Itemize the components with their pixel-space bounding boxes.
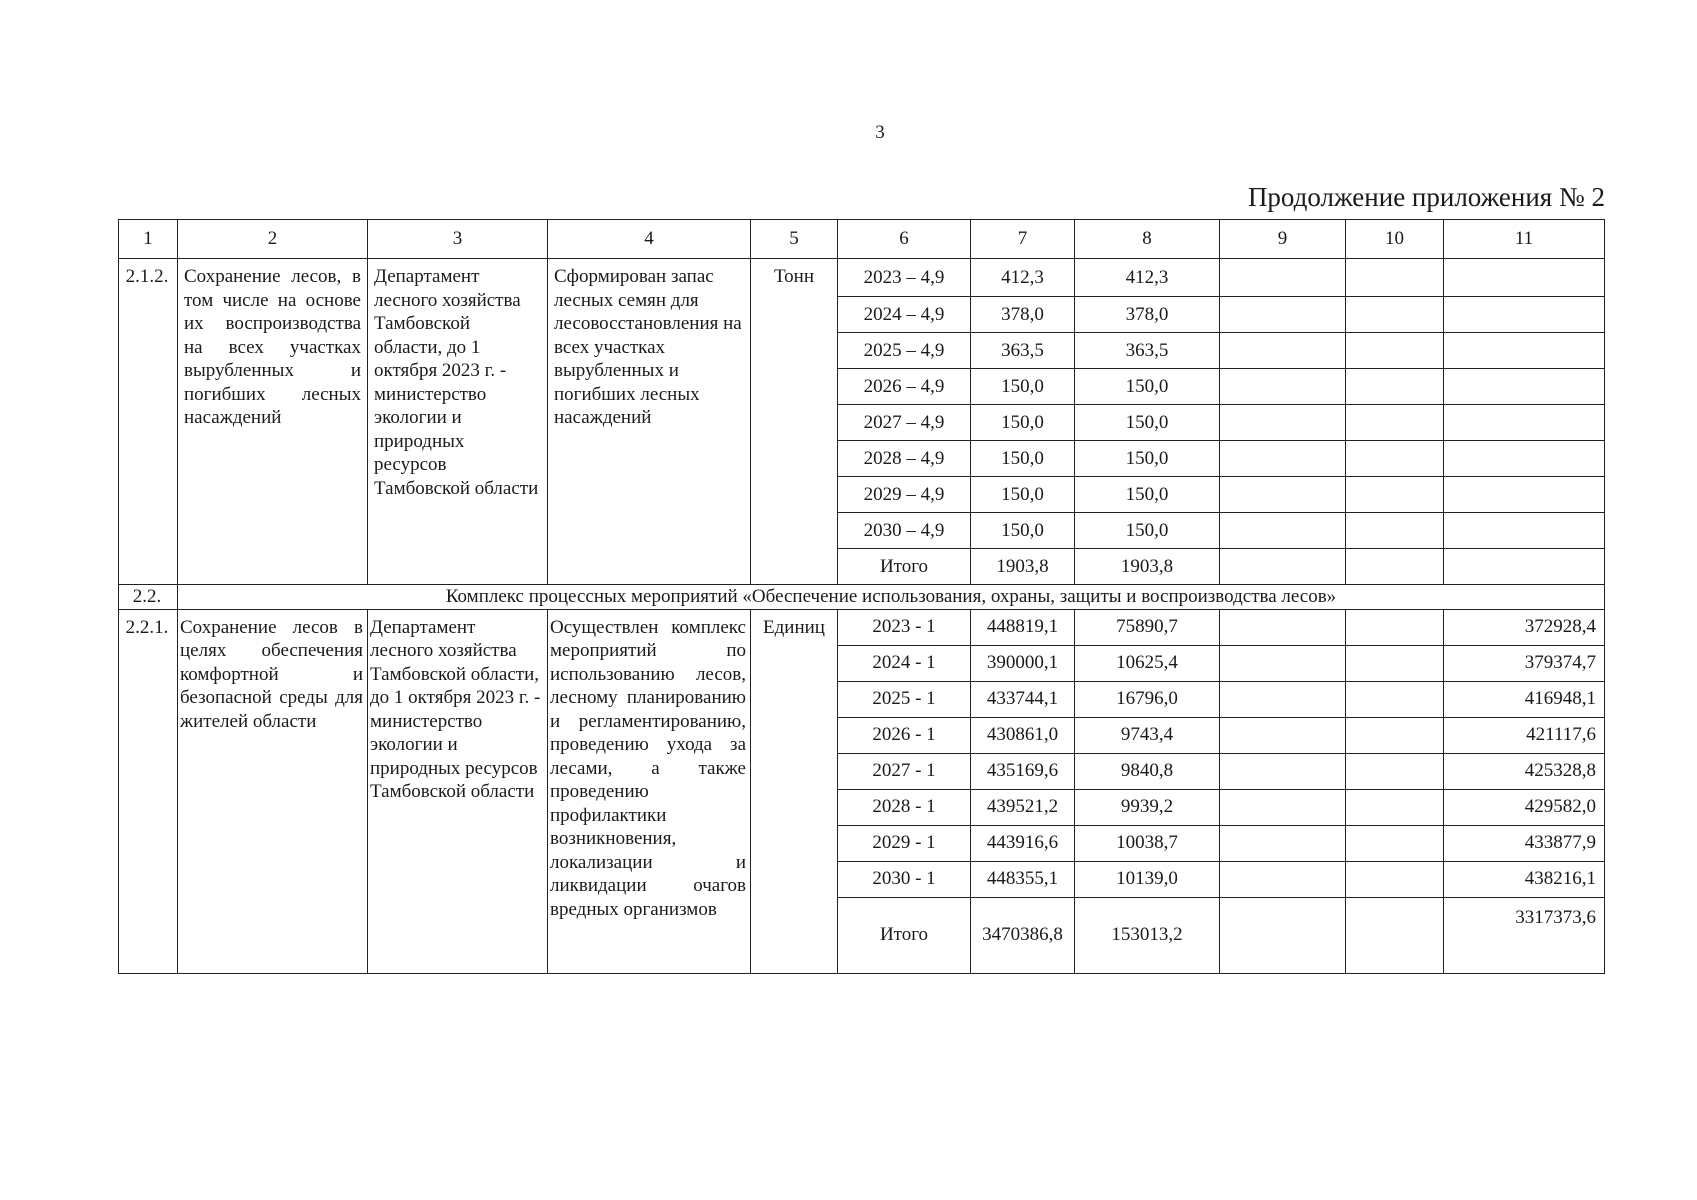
section-row xyxy=(119,585,1605,610)
col11-value xyxy=(1444,477,1605,513)
col9-value xyxy=(1220,477,1346,513)
col7-value: 363,5 xyxy=(971,333,1075,369)
col10-value xyxy=(1346,861,1444,897)
col10-value xyxy=(1346,369,1444,405)
item-unit: Единиц xyxy=(751,609,838,973)
item-number: 2.1.2. xyxy=(119,259,178,585)
col8-value: 150,0 xyxy=(1075,405,1220,441)
year-value: 2025 - 1 xyxy=(838,681,971,717)
header-cell: 6 xyxy=(838,220,971,259)
col8-value: 75890,7 xyxy=(1075,609,1220,645)
col9-value xyxy=(1220,897,1346,973)
col9-value xyxy=(1220,861,1346,897)
col9-value xyxy=(1220,259,1346,297)
col7-value: 390000,1 xyxy=(971,645,1075,681)
col11-value: 421117,6 xyxy=(1444,717,1605,753)
item-name: Сохранение лесов в целях обеспечения комфортной и безопасной среды для жителей области xyxy=(178,609,368,973)
total-label: Итого xyxy=(838,549,971,585)
section-number: 2.2. xyxy=(119,585,178,610)
appendix-title: Продолжение приложения № 2 xyxy=(1247,182,1605,212)
year-value: 2029 - 1 xyxy=(838,825,971,861)
col7-value: 448819,1 xyxy=(971,609,1075,645)
col7-value: 433744,1 xyxy=(971,681,1075,717)
col10-value xyxy=(1346,753,1444,789)
col8-value: 1903,8 xyxy=(1075,549,1220,585)
col8-value: 363,5 xyxy=(1075,333,1220,369)
col9-value xyxy=(1220,333,1346,369)
section-title: Комплекс процессных мероприятий «Обеспечение использования, охраны, защиты и воспроизводства лесов» xyxy=(178,585,1605,610)
item-responsible: Департамент лесного хозяйства Тамбовской области, до 1 октября 2023 г. - министерство экологии и природных ресурсов Тамбовской области xyxy=(368,259,548,585)
col10-value xyxy=(1346,717,1444,753)
col7-value: 412,3 xyxy=(971,259,1075,297)
col10-value xyxy=(1346,297,1444,333)
col7-value: 150,0 xyxy=(971,441,1075,477)
col7-value: 443916,6 xyxy=(971,825,1075,861)
header-row xyxy=(119,220,1605,259)
col9-value xyxy=(1220,717,1346,753)
col7-value: 1903,8 xyxy=(971,549,1075,585)
year-value: 2027 - 1 xyxy=(838,753,971,789)
year-value: 2029 – 4,9 xyxy=(838,477,971,513)
col7-value: 378,0 xyxy=(971,297,1075,333)
col7-value: 150,0 xyxy=(971,513,1075,549)
year-value: 2026 – 4,9 xyxy=(838,369,971,405)
col9-value xyxy=(1220,681,1346,717)
col9-value xyxy=(1220,753,1346,789)
col8-value: 10625,4 xyxy=(1075,645,1220,681)
col11-value xyxy=(1444,549,1605,585)
col8-value: 153013,2 xyxy=(1075,897,1220,973)
col8-value: 9743,4 xyxy=(1075,717,1220,753)
col10-value xyxy=(1346,441,1444,477)
col8-value: 150,0 xyxy=(1075,513,1220,549)
col10-value xyxy=(1346,789,1444,825)
col11-value xyxy=(1444,405,1605,441)
page-number: 3 xyxy=(875,122,885,143)
year-value: 2024 - 1 xyxy=(838,645,971,681)
year-value: 2025 – 4,9 xyxy=(838,333,971,369)
col7-value: 150,0 xyxy=(971,405,1075,441)
col10-value xyxy=(1346,333,1444,369)
col9-value xyxy=(1220,549,1346,585)
col11-value: 433877,9 xyxy=(1444,825,1605,861)
col8-value: 150,0 xyxy=(1075,441,1220,477)
col10-value xyxy=(1346,897,1444,973)
col11-value: 429582,0 xyxy=(1444,789,1605,825)
year-value: 2023 – 4,9 xyxy=(838,259,971,297)
col8-value: 10038,7 xyxy=(1075,825,1220,861)
col9-value xyxy=(1220,645,1346,681)
item-name: Сохранение лесов, в том числе на основе их воспроизводства на всех участках вырубленных и погибших лесных насаждений xyxy=(178,259,368,585)
col10-value xyxy=(1346,513,1444,549)
col11-value xyxy=(1444,441,1605,477)
col10-value xyxy=(1346,549,1444,585)
year-value: 2030 – 4,9 xyxy=(838,513,971,549)
col11-value xyxy=(1444,369,1605,405)
year-value: 2023 - 1 xyxy=(838,609,971,645)
col9-value xyxy=(1220,789,1346,825)
table-row xyxy=(119,259,1605,297)
header-cell: 5 xyxy=(751,220,838,259)
year-value: 2030 - 1 xyxy=(838,861,971,897)
col7-value: 435169,6 xyxy=(971,753,1075,789)
header-cell: 1 xyxy=(119,220,178,259)
col11-value xyxy=(1444,333,1605,369)
col11-value: 3317373,6 xyxy=(1444,897,1605,973)
col10-value xyxy=(1346,645,1444,681)
total-label: Итого xyxy=(838,897,971,973)
header-cell: 7 xyxy=(971,220,1075,259)
col7-value: 439521,2 xyxy=(971,789,1075,825)
col8-value: 16796,0 xyxy=(1075,681,1220,717)
col11-value xyxy=(1444,259,1605,297)
header-cell: 9 xyxy=(1220,220,1346,259)
col8-value: 150,0 xyxy=(1075,369,1220,405)
item-number: 2.2.1. xyxy=(119,609,178,973)
col11-value: 379374,7 xyxy=(1444,645,1605,681)
col8-value: 378,0 xyxy=(1075,297,1220,333)
col11-value: 438216,1 xyxy=(1444,861,1605,897)
table-row xyxy=(119,609,1605,645)
col8-value: 9840,8 xyxy=(1075,753,1220,789)
year-value: 2027 – 4,9 xyxy=(838,405,971,441)
header-cell: 10 xyxy=(1346,220,1444,259)
header-cell: 3 xyxy=(368,220,548,259)
col7-value: 430861,0 xyxy=(971,717,1075,753)
header-cell: 2 xyxy=(178,220,368,259)
header-cell: 11 xyxy=(1444,220,1605,259)
item-result: Осуществлен комплекс мероприятий по использованию лесов, лесному планированию и регламентированию, проведению ухода за лесами, а также проведению профилактики возникновения, локализации и ликвидации очагов вредных организмов xyxy=(548,609,751,973)
appendix-table xyxy=(118,219,1605,974)
col8-value: 412,3 xyxy=(1075,259,1220,297)
year-value: 2028 – 4,9 xyxy=(838,441,971,477)
col11-value xyxy=(1444,297,1605,333)
col9-value xyxy=(1220,825,1346,861)
col10-value xyxy=(1346,477,1444,513)
col10-value xyxy=(1346,825,1444,861)
col11-value: 372928,4 xyxy=(1444,609,1605,645)
col10-value xyxy=(1346,681,1444,717)
col11-value: 416948,1 xyxy=(1444,681,1605,717)
year-value: 2024 – 4,9 xyxy=(838,297,971,333)
col7-value: 150,0 xyxy=(971,369,1075,405)
item-result: Сформирован запас лесных семян для лесовосстановления на всех участках вырубленных и погибших лесных насаждений xyxy=(548,259,751,585)
header-cell: 8 xyxy=(1075,220,1220,259)
col10-value xyxy=(1346,405,1444,441)
col9-value xyxy=(1220,297,1346,333)
col11-value: 425328,8 xyxy=(1444,753,1605,789)
col8-value: 10139,0 xyxy=(1075,861,1220,897)
col10-value xyxy=(1346,259,1444,297)
col7-value: 150,0 xyxy=(971,477,1075,513)
col8-value: 150,0 xyxy=(1075,477,1220,513)
col9-value xyxy=(1220,609,1346,645)
item-unit: Тонн xyxy=(751,259,838,585)
year-value: 2028 - 1 xyxy=(838,789,971,825)
col10-value xyxy=(1346,609,1444,645)
col9-value xyxy=(1220,405,1346,441)
header-cell: 4 xyxy=(548,220,751,259)
col9-value xyxy=(1220,513,1346,549)
col9-value xyxy=(1220,369,1346,405)
col9-value xyxy=(1220,441,1346,477)
col7-value: 3470386,8 xyxy=(971,897,1075,973)
item-responsible: Департамент лесного хозяйства Тамбовской области, до 1 октября 2023 г. - министерство экологии и природных ресурсов Тамбовской области xyxy=(368,609,548,973)
col8-value: 9939,2 xyxy=(1075,789,1220,825)
year-value: 2026 - 1 xyxy=(838,717,971,753)
col11-value xyxy=(1444,513,1605,549)
col7-value: 448355,1 xyxy=(971,861,1075,897)
